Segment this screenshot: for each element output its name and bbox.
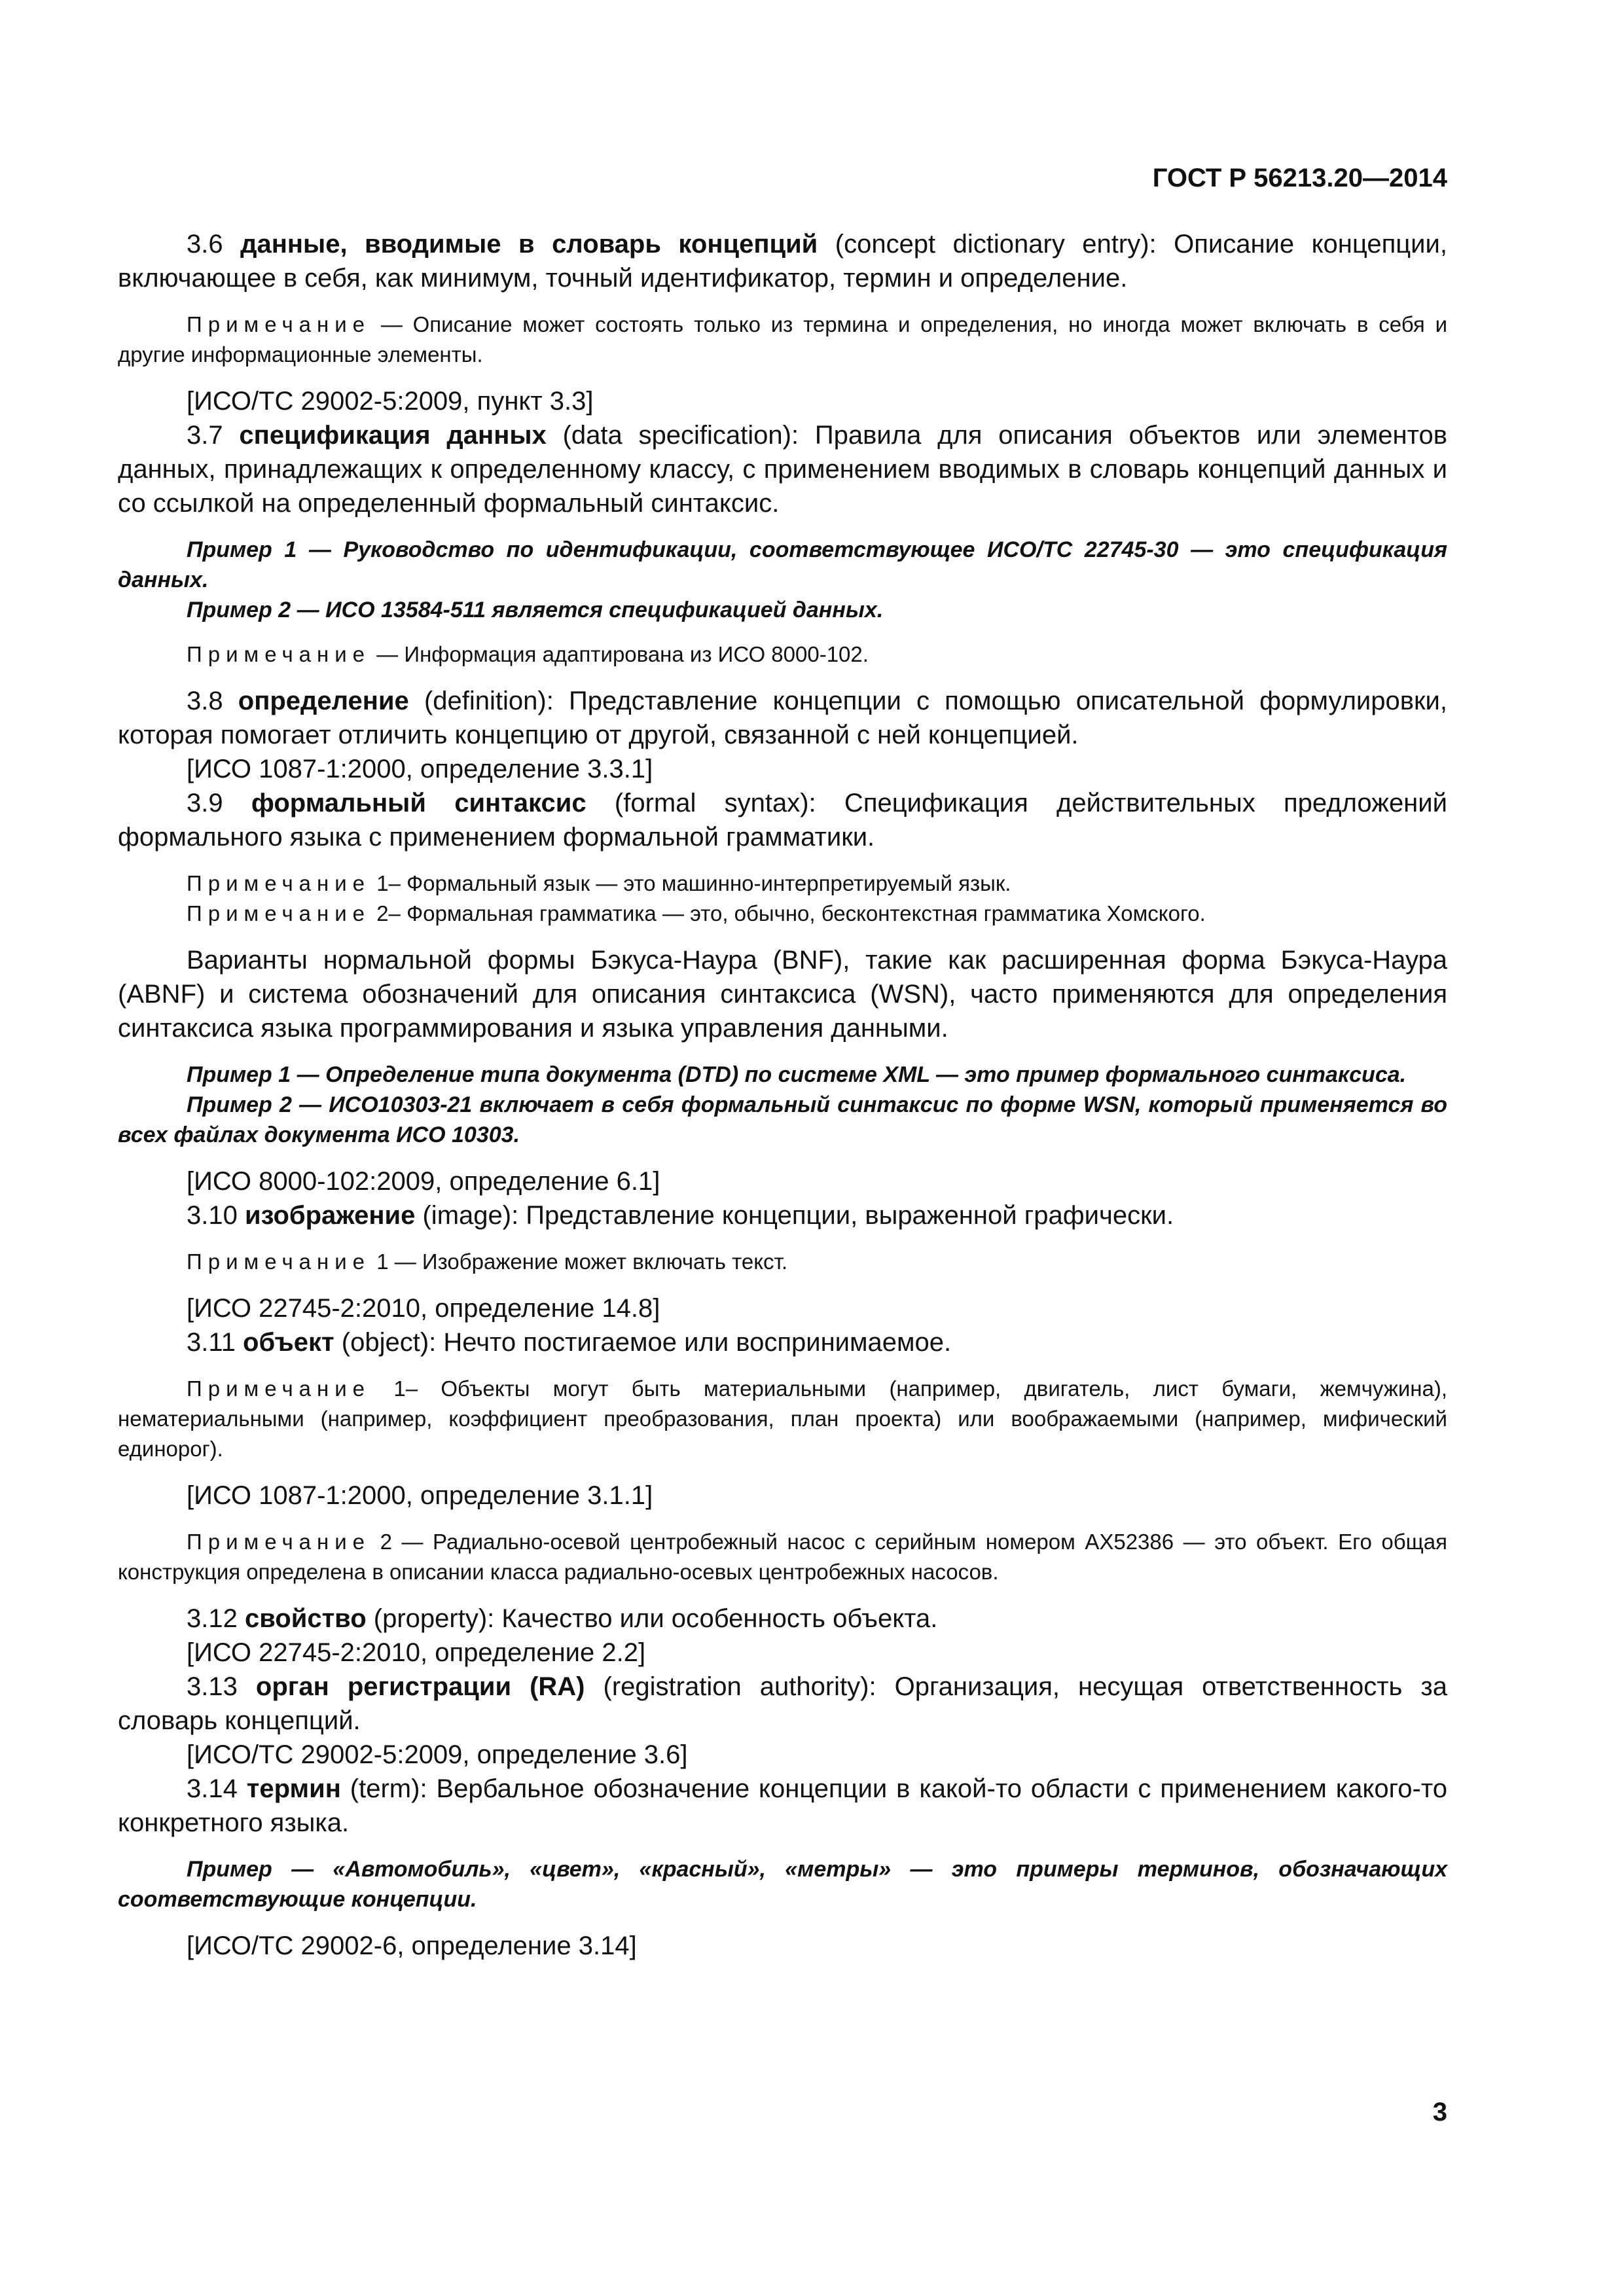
term-name: данные, вводимые в словарь концепций [240,230,818,259]
term-english: (data specification) [562,421,791,450]
note-text: — Описание может состоять только из термина и определения, но иногда может включать в себя и другие информационные элементы. [118,312,1448,367]
note-label: Примечание [187,901,371,925]
note-number: 2 [380,1530,392,1554]
term-definition: : Качество или особенность объекта. [487,1604,938,1633]
term-number: 3.13 [187,1672,238,1701]
note-label: Примечание [187,871,371,895]
paragraph: Варианты нормальной формы Бэкуса-Наура (BNF), такие как расширенная форма Бэкуса-Наура (ABNF) и система обозначений для описания синтаксиса (WSN), часто применяются для определения синтаксиса языка программирования и языка управления данными. [118,946,1447,1043]
note-number: 1 [376,1249,389,1274]
term-3-11 [118,1325,1447,1359]
note-label: Примечание [187,312,371,336]
term-definition: : Спецификация действительных предложений формального языка с применением формальной грамматики. [118,789,1447,852]
example: Пример — «Автомобиль», «цвет», «красный», «метры» — это примеры терминов, обозначающих соответствующие концепции. [118,1857,1447,1912]
term-english: (definition) [424,687,547,715]
note-text: – Формальный язык — это машинно-интерпретируемый язык. [388,871,1011,895]
term-number: 3.6 [187,230,223,259]
source-reference: [ИСО/ТС 29002-6, определение 3.14] [187,1931,637,1960]
note-label: Примечание [187,1249,371,1274]
term-number: 3.14 [187,1774,238,1803]
note-number: 1 [376,871,389,895]
term-english: (object) [341,1328,429,1357]
note [118,1247,1447,1277]
note-number: 2 [376,901,389,925]
source-reference: [ИСО/ТС 29002-5:2009, пункт 3.3] [187,387,594,416]
term-number: 3.8 [187,687,223,715]
term-english: (registration authority) [603,1672,869,1701]
term-english: (image) [422,1201,512,1230]
term-name: спецификация данных [239,421,547,450]
note-text: — Изображение может включать текст. [394,1249,788,1274]
term-3-6 [118,227,1447,295]
term-definition: : Вербальное обозначение концепции в какой-то области с применением какого-то конкретного языка. [118,1774,1447,1837]
note-text: – Формальная грамматика — это, обычно, бесконтекстная грамматика Хомского. [388,901,1206,925]
note-label: Примечание [187,642,371,666]
term-3-10 [118,1198,1447,1232]
term-number: 3.7 [187,421,223,450]
term-name: формальный синтаксис [251,789,586,817]
term-3-8 [118,684,1447,752]
term-number: 3.11 [187,1328,236,1357]
note [118,869,1447,899]
source-reference: [ИСО 8000-102:2009, определение 6.1] [187,1167,660,1196]
page-number: 3 [1432,2098,1447,2126]
term-3-13 [118,1670,1447,1738]
term-name: определение [238,687,409,715]
term-number: 3.9 [187,789,223,817]
note [118,1527,1447,1587]
source-reference: [ИСО/ТС 29002-5:2009, определение 3.6] [187,1740,688,1769]
example: Пример 2 — ИСО10303-21 включает в себя формальный синтаксис по форме WSN, который применяется во всех файлах документа ИСО 10303. [118,1092,1447,1147]
note-number: 1 [393,1376,406,1401]
note-text: – Объекты могут быть материальными (например, двигатель, лист бумаги, жемчужина), нематериальными (например, коэффициент преобразования, план проекта) или воображаемыми (например, мифический единорог). [118,1376,1447,1461]
term-english: (concept dictionary entry) [835,230,1149,259]
term-english: (formal syntax) [614,789,809,817]
term-definition: : Организация, несущая ответственность за словарь концепций. [118,1672,1448,1735]
term-english: (term) [350,1774,420,1803]
note [118,1374,1447,1464]
term-english: (property) [373,1604,488,1633]
source-reference: [ИСО 1087-1:2000, определение 3.1.1] [187,1481,653,1510]
term-name: свойство [244,1604,367,1633]
source-reference: [ИСО 22745-2:2010, определение 2.2] [187,1638,646,1667]
example: Пример 1 — Руководство по идентификации, соответствующее ИСО/ТС 22745-30 — это спецификация данных. [118,537,1447,592]
note-text: — Информация адаптирована из ИСО 8000-102. [376,642,869,666]
term-definition: : Представление концепции, выраженной графически. [511,1201,1174,1230]
term-number: 3.10 [187,1201,238,1230]
term-name: орган регистрации (RA) [255,1672,585,1701]
example: Пример 2 — ИСО 13584-511 является спецификацией данных. [187,598,884,622]
note-label: Примечание [187,1376,371,1401]
source-reference: [ИСО 1087-1:2000, определение 3.3.1] [187,755,653,783]
term-3-7 [118,418,1447,520]
standard-designation: ГОСТ Р 56213.20—2014 [1152,164,1447,192]
note-label: Примечание [187,1530,371,1554]
term-3-14 [118,1772,1447,1840]
note [118,310,1447,370]
example: Пример 1 — Определение типа документа (DTD) по системе XML — это пример формального синтаксиса. [187,1062,1407,1087]
term-name: объект [243,1328,334,1357]
note [118,639,1447,670]
term-number: 3.12 [187,1604,238,1633]
source-reference: [ИСО 22745-2:2010, определение 14.8] [187,1294,660,1323]
note [118,899,1447,929]
term-definition: : Нечто постигаемое или воспринимаемое. [429,1328,952,1357]
term-name: изображение [244,1201,416,1230]
term-3-9 [118,786,1447,854]
note-text: — Радиально-осевой центробежный насос с серийным номером AX52386 — это объект. Его общая конструкция определена в описании класса радиально-осевых центробежных насосов. [118,1530,1447,1584]
term-name: термин [246,1774,341,1803]
term-definition: : Правила для описания объектов или элементов данных, принадлежащих к определенному классу, с применением вводимых в словарь концепций данных и со ссылкой на определенный формальный синтаксис. [118,421,1447,518]
term-definition: : Представление концепции с помощью описательной формулировки, которая помогает отличить концепцию от другой, связанной с ней концепцией. [118,687,1447,749]
term-3-12 [118,1602,1447,1636]
term-definition: : Описание концепции, включающее в себя, как минимум, точный идентификатор, термин и определение. [118,230,1447,293]
